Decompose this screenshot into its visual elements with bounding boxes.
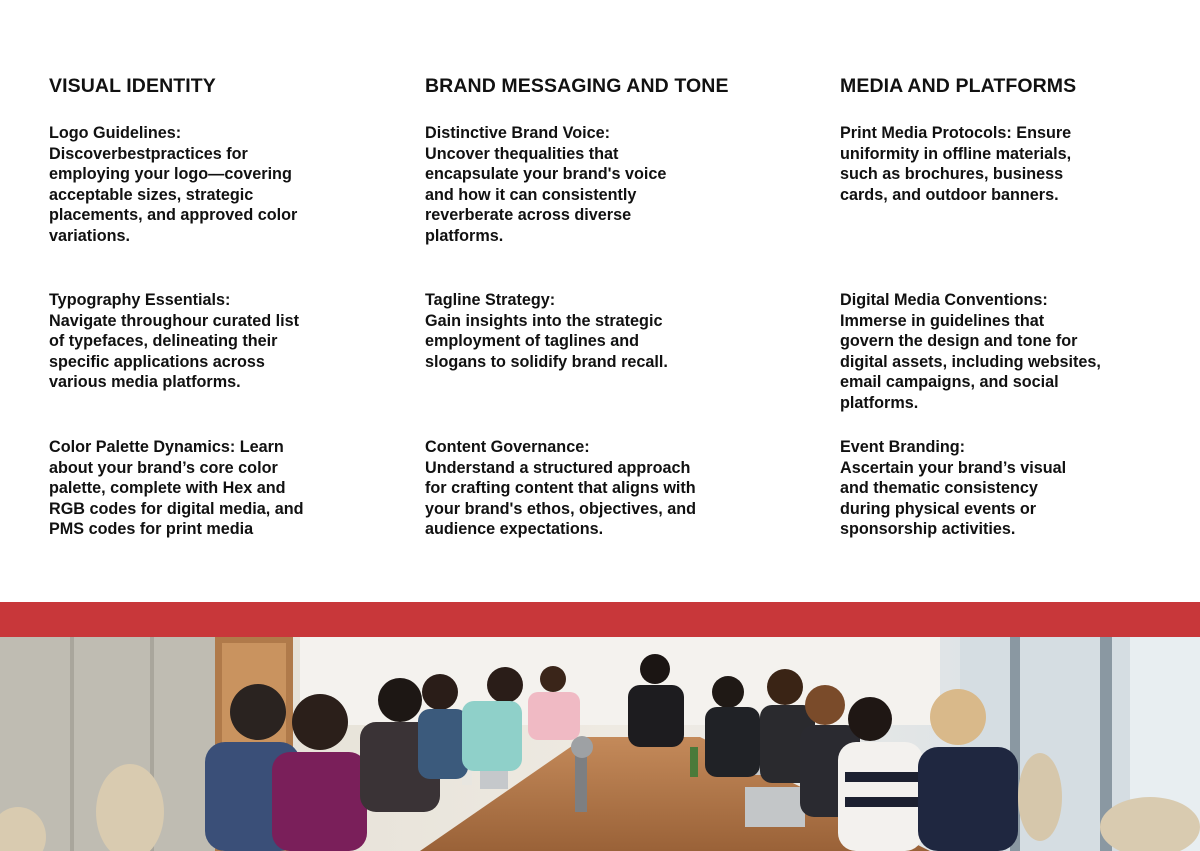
item-title: Digital Media Conventions: — [840, 291, 1048, 309]
item-title: Color Palette Dynamics: Learn about your brand’s core color palette, complete with Hex and RGB codes for digital media, and PMS codes for print media — [49, 438, 304, 539]
item-distinctive-brand-voice — [425, 123, 785, 247]
item-body: Immerse in guidelines that govern the design and tone for digital assets, including websites, email campaigns, and social platforms. — [840, 311, 1101, 412]
item-logo-guidelines — [49, 123, 379, 247]
item-title: Event Branding: — [840, 438, 966, 456]
item-body: Discoverbestpractices for employing your logo—covering acceptable sizes, strategic placements, and approved color variations. — [49, 144, 298, 245]
item-body: Ascertain your brand’s visual and thematic consistency during physical events or sponsorship activities. — [840, 458, 1067, 539]
section-title-media-platforms: MEDIA AND PLATFORMS — [840, 75, 1077, 97]
item-tagline-strategy — [425, 290, 785, 372]
item-content-governance — [425, 437, 785, 540]
item-event-branding — [840, 437, 1140, 540]
item-title: Typography Essentials: — [49, 291, 231, 309]
meeting-photo — [0, 637, 1200, 851]
item-title: Tagline Strategy: — [425, 291, 556, 309]
item-body: Uncover thequalities that encapsulate your brand's voice and how it can consistently reverberate across diverse platforms. — [425, 144, 667, 245]
section-title-visual-identity: VISUAL IDENTITY — [49, 75, 216, 97]
item-title: Logo Guidelines: — [49, 124, 182, 142]
item-print-media-protocols — [840, 123, 1140, 205]
item-body: Navigate throughour curated list of typefaces, delineating their specific applications across various media platforms. — [49, 311, 300, 392]
item-typography-essentials — [49, 290, 379, 393]
item-color-palette-dynamics — [49, 437, 379, 540]
item-title: Content Governance: — [425, 438, 590, 456]
section-title-brand-messaging: BRAND MESSAGING AND TONE — [425, 75, 729, 97]
item-title: Distinctive Brand Voice: — [425, 124, 611, 142]
item-body: Understand a structured approach for crafting content that aligns with your brand's ethos, objectives, and audience expectations. — [425, 458, 697, 539]
meeting-photo-illustration — [0, 637, 1200, 851]
item-body: Gain insights into the strategic employment of taglines and slogans to solidify brand recall. — [425, 311, 668, 371]
item-digital-media-conventions — [840, 290, 1140, 414]
accent-band — [0, 602, 1200, 637]
item-title: Print Media Protocols: Ensure uniformity in offline materials, such as brochures, business cards, and outdoor banners. — [840, 124, 1072, 204]
